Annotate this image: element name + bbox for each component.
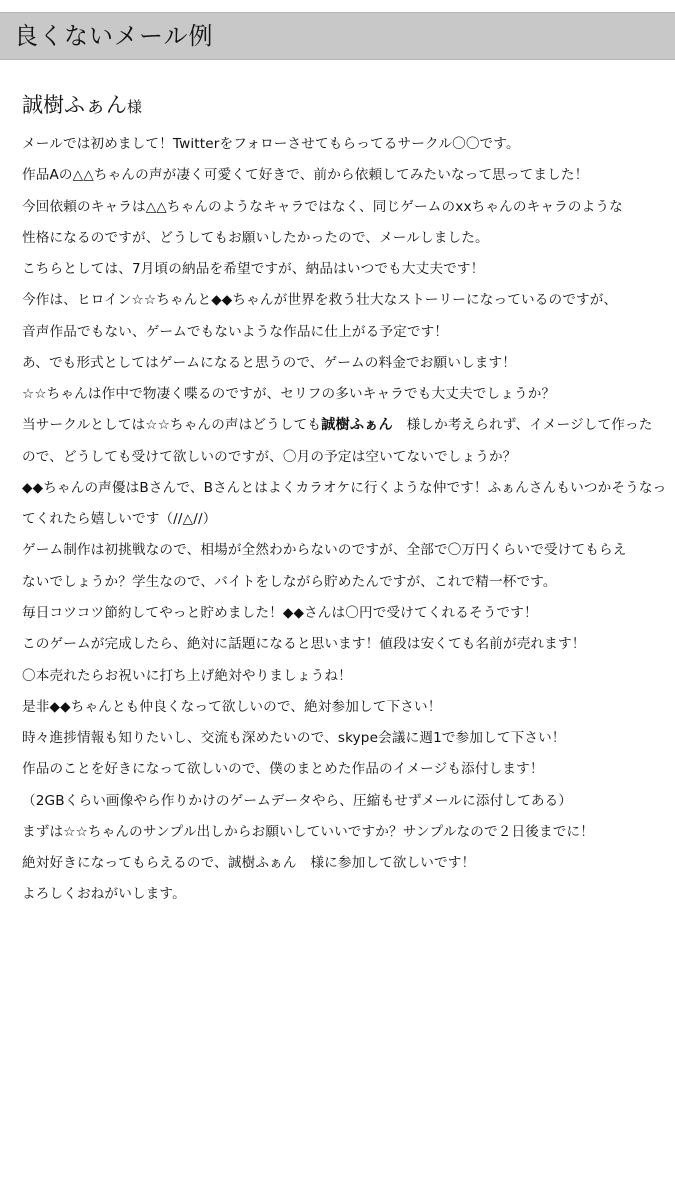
body-line: 作品Aの△△ちゃんの声が凄く可愛くて好きで、前から依頼してみたいなって思ってました！ [22,167,589,184]
body-line: 是非◆◆ちゃんとも仲良くなって欲しいので、絶対参加して下さい！ [22,698,442,715]
body-line: 音声作品でもない、ゲームでもないような作品に仕上がる予定です！ [22,323,449,340]
body-line: 時々進捗情報も知りたいし、交流も深めたいので、skype会議に週1で参加して下さい！ [22,730,566,747]
body-line: （2GBくらい画像やら作りかけのゲームデータやら、圧縮もせずメールに添付してある） [22,792,573,809]
page-title: 良くないメール例 [14,22,214,50]
body-line: ◆◆ちゃんの声優はBさんで、Bさんとはよくカラオケに行くような仲です！ふぁんさんもいつかそうなっ [22,479,667,496]
body-line: 〇本売れたらお祝いに打ち上げ絶対やりましょうね！ [22,667,352,684]
body-line: まずは☆☆ちゃんのサンプル出しからお願いしていいですか？サンプルなので２日後までに！ [22,823,594,840]
header-bar [0,12,675,60]
body-line: ゲーム制作は初挑戦なので、相場が全然わからないのですが、全部で〇万円くらいで受けてもらえ [22,542,627,559]
bold-recipient-name: 誠樹ふぁん [321,417,393,434]
email-body [22,129,672,911]
body-line: 今回依頼のキャラは△△ちゃんのようなキャラではなく、同じゲームのxxちゃんのキャラのような [22,198,623,215]
body-line: メールでは初めまして！Twitterをフォローさせてもらってるサークル〇〇です。 [22,136,520,152]
body-line: 絶対好きになってもらえるので、誠樹ふぁん 様に参加して欲しいです！ [22,855,476,872]
body-line: 作品のことを好きになって欲しいので、僕のまとめた作品のイメージも添付します！ [22,761,544,778]
body-line-post: 様しか考えられず、イメージして作った [392,417,653,434]
body-line: あ、でも形式としてはゲームになると思うので、ゲームの料金でお願いします！ [22,354,516,371]
body-line: てくれたら嬉しいです（//△//） [22,511,217,528]
body-line: 性格になるのですが、どうしてもお願いしたかったので、メールしました。 [22,229,489,246]
body-line: よろしくおねがいします。 [22,886,186,903]
recipient-honorific: 様 [127,98,143,116]
body-line-with-bold-name [22,410,672,441]
recipient-name: 誠樹ふぁん [22,93,127,117]
body-line: こちらとしては、7月頃の納品を希望ですが、納品はいつでも大丈夫です！ [22,261,485,278]
body-line: ないでしょうか？学生なので、バイトをしながら貯めたんですが、これで精一杯です。 [22,573,557,590]
body-line: 今作は、ヒロイン☆☆ちゃんと◆◆ちゃんが世界を救う壮大なストーリーになっているのですが、 [22,292,618,309]
body-line: ☆☆ちゃんは作中で物凄く喋るのですが、セリフの多いキャラでも大丈夫でしょうか？ [22,386,556,403]
body-line: このゲームが完成したら、絶対に話題になると思います！値段は安くても名前が売れます！ [22,636,586,653]
body-line: 毎日コツコツ節約してやっと貯めました！◆◆さんは〇円で受けてくれるそうです！ [22,604,538,621]
body-line-pre: 当サークルとしては☆☆ちゃんの声はどうしても [22,417,322,434]
greeting [22,89,142,119]
body-line: ので、どうしても受けて欲しいのですが、〇月の予定は空いてないでしょうか？ [22,448,517,465]
